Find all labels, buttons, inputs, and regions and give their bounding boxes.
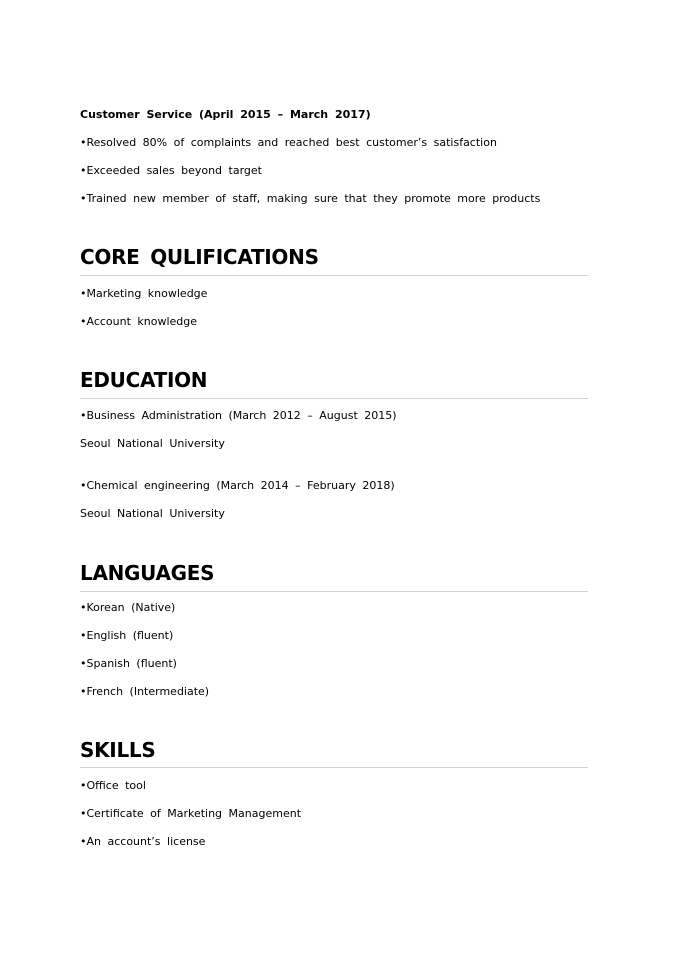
job-bullet: •Resolved 80% of complaints and reached best customer’s satisfaction (80, 136, 497, 149)
skill-item: •Office tool (80, 779, 146, 792)
section-divider (80, 275, 588, 276)
section-divider (80, 591, 588, 592)
education-degree: •Business Administration (March 2012 – August 2015) (80, 409, 397, 422)
skill-item: •An account’s license (80, 835, 206, 848)
section-heading-skills: SKILLS (80, 738, 156, 762)
section-heading-core: CORE QULIFICATIONS (80, 245, 319, 269)
core-item: •Marketing knowledge (80, 287, 208, 300)
job-title: Customer Service (April 2015 – March 2017) (80, 108, 371, 121)
language-item: •French (Intermediate) (80, 685, 210, 698)
section-divider (80, 767, 588, 768)
language-item: •Korean (Native) (80, 601, 176, 614)
section-heading-education: EDUCATION (80, 368, 208, 392)
language-item: •Spanish (fluent) (80, 657, 177, 670)
job-bullet: •Trained new member of staff, making sure that they promote more products (80, 192, 541, 205)
job-bullet: •Exceeded sales beyond target (80, 164, 262, 177)
core-item: •Account knowledge (80, 315, 198, 328)
education-degree: •Chemical engineering (March 2014 – February 2018) (80, 479, 395, 492)
language-item: •English (fluent) (80, 629, 174, 642)
section-heading-languages: LANGUAGES (80, 561, 215, 585)
section-divider (80, 398, 588, 399)
skill-item: •Certificate of Marketing Management (80, 807, 302, 820)
education-school: Seoul National University (80, 507, 225, 520)
education-school: Seoul National University (80, 437, 225, 450)
